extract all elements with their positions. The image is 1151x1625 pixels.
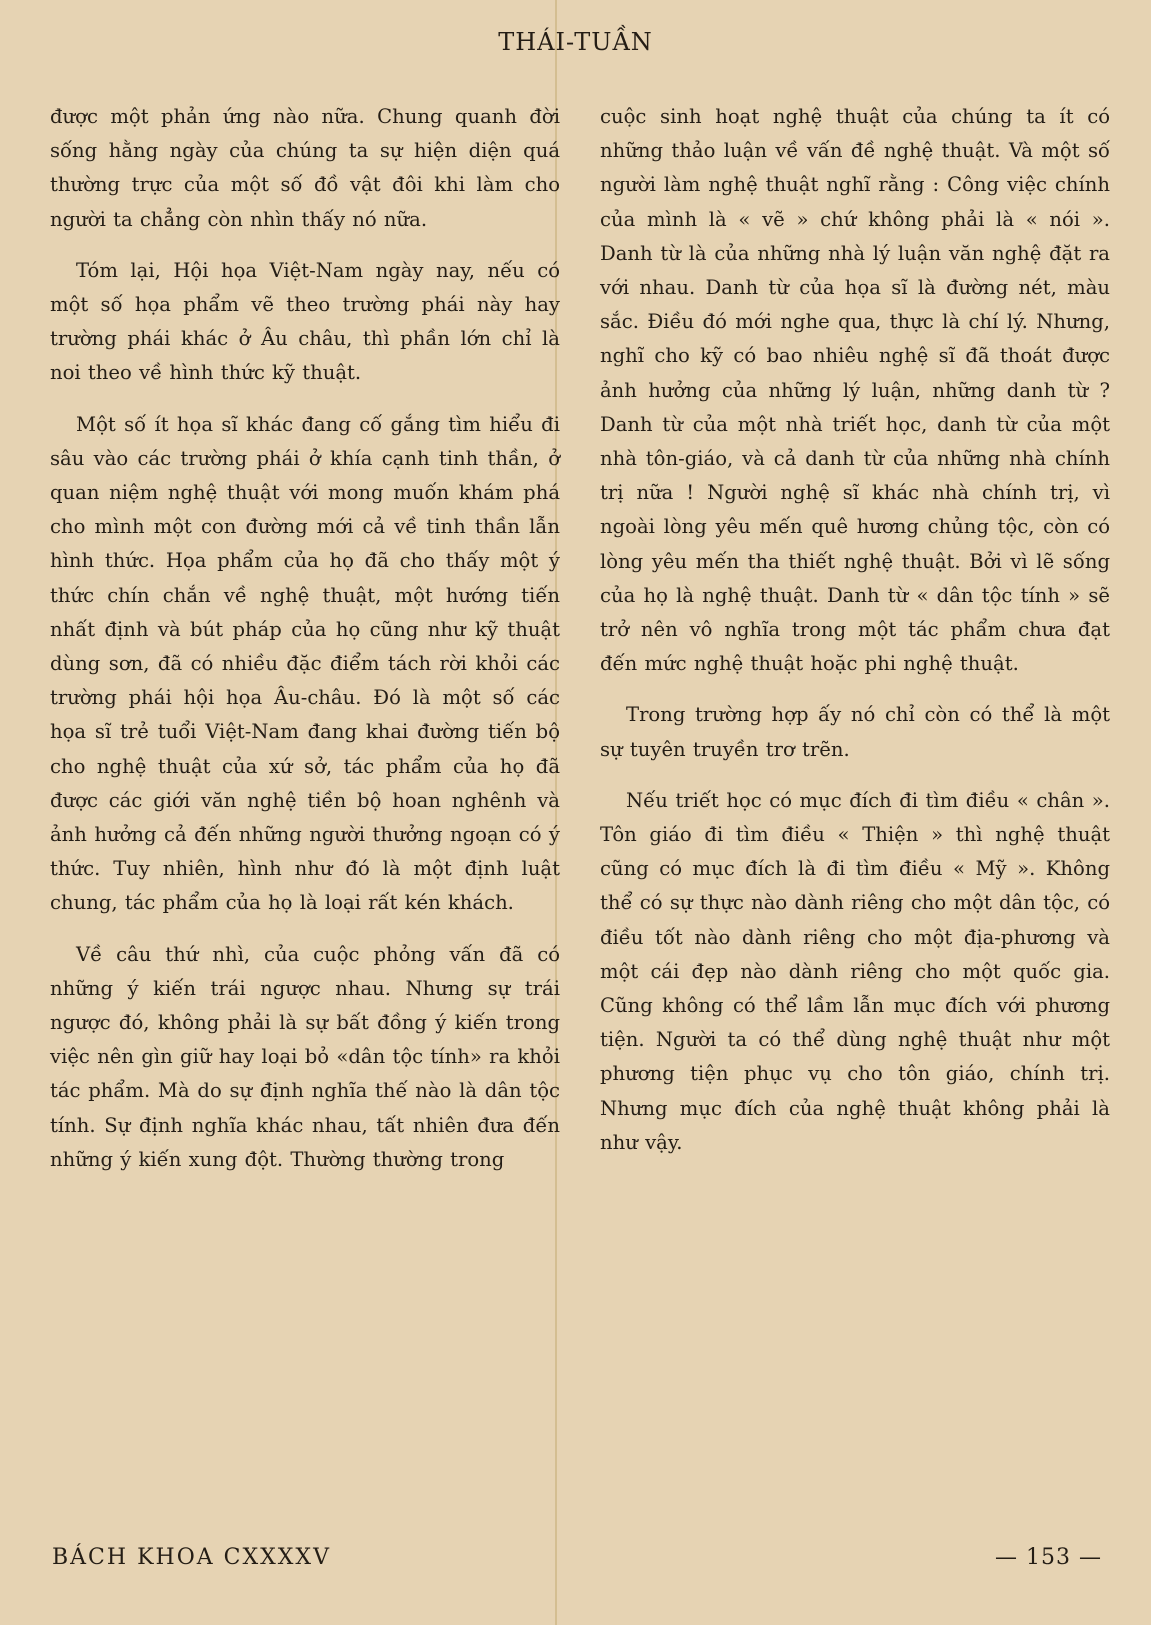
magazine-issue: BÁCH KHOA CXXXXV <box>52 1545 331 1570</box>
left-column <box>50 100 560 1194</box>
page-number: — 153 — <box>995 1545 1102 1570</box>
paragraph: Trong trường hợp ấy nó chỉ còn có thể là một sự tuyên truyền trơ trẽn. <box>600 703 1110 761</box>
paragraph: được một phản ứng nào nữa. Chung quanh đời sống hằng ngày của chúng ta sự hiện diện quá thường trực của một số đồ vật đôi khi làm cho người ta chẳng còn nhìn thấy nó nữa. <box>50 105 560 231</box>
paragraph: cuộc sinh hoạt nghệ thuật của chúng ta ít có những thảo luận về vấn đề nghệ thuật. Và một số người làm nghệ thuật nghĩ rằng : Công việc chính của mình là « vẽ » chứ không phải là « nói ». Danh từ là của những nhà lý luận văn nghệ đặt ra với nhau. Danh từ của họa sĩ là đường nét, màu sắc. Điều đó mới nghe qua, thực là chí lý. Nhưng, nghĩ cho kỹ có bao nhiêu nghệ sĩ đã thoát được ảnh hưởng của những lý luận, những danh từ ? Danh từ của một nhà triết học, danh từ của một nhà tôn-giáo, và cả danh từ của những nhà chính trị nữa ! Người nghệ sĩ khác nhà chính trị, vì ngoài lòng yêu mến quê hương chủng tộc, còn có lòng yêu mến tha thiết nghệ thuật. Bởi vì lẽ sống của họ là nghệ thuật. Danh từ « dân tộc tính » sẽ trở nên vô nghĩa trong một tác phẩm chưa đạt đến mức nghệ thuật hoặc phi nghệ thuật. <box>600 105 1110 676</box>
paragraph: Một số ít họa sĩ khác đang cố gắng tìm hiểu đi sâu vào các trường phái ở khía cạnh tinh thần, ở quan niệm nghệ thuật với mong muốn khám phá cho mình một con đường mới cả về tinh thần lẫn hình thức. Họa phẩm của họ đã cho thấy một ý thức chín chắn về nghệ thuật, một hướng tiến nhất định và bút pháp của họ cũng như kỹ thuật dùng sơn, đã có nhiều đặc điểm tách rời khỏi các trường phái hội họa Âu-châu. Đó là một số các họa sĩ trẻ tuổi Việt-Nam đang khai đường tiến bộ cho nghệ thuật của xứ sở, tác phẩm của họ đã được các giới văn nghệ tiền bộ hoan nghênh và ảnh hưởng cả đến những người thưởng ngoạn có ý thức. Tuy nhiên, hình như đó là một định luật chung, tác phẩm của họ là loại rất kén khách. <box>50 412 560 915</box>
right-column <box>600 100 1110 1177</box>
paragraph: Về câu thứ nhì, của cuộc phỏng vấn đã có những ý kiến trái ngược nhau. Nhưng sự trái ngược đó, không phải là sự bất đồng ý kiến trong việc nên gìn giữ hay loại bỏ «dân tộc tính» ra khỏi tác phẩm. Mà do sự định nghĩa thế nào là dân tộc tính. Sự định nghĩa khác nhau, tất nhiên đưa đến những ý kiến xung đột. Thường thường trong <box>50 942 560 1171</box>
page-footer <box>52 1545 1102 1570</box>
paragraph: Tóm lại, Hội họa Việt-Nam ngày nay, nếu có một số họa phẩm vẽ theo trường phái này hay trường phái khác ở Âu châu, thì phần lớn chỉ là noi theo về hình thức kỹ thuật. <box>50 258 560 385</box>
paragraph: Nếu triết học có mục đích đi tìm điều « chân ». Tôn giáo đi tìm điều « Thiện » thì nghệ thuật cũng có mục đích là đi tìm điều « Mỹ ». Không thể có sự thực nào dành riêng cho một dân tộc, có điều tốt nào dành riêng cho một địa-phương và một cái đẹp nào dành riêng cho một quốc gia. Cũng không có thể lầm lẫn mục đích với phương tiện. Người ta có thể dùng nghệ thuật như một phương tiện phục vụ cho tôn giáo, chính trị. Nhưng mục đích của nghệ thuật không phải là như vậy. <box>600 788 1110 1154</box>
running-header: THÁI-TUẦN <box>498 28 653 56</box>
